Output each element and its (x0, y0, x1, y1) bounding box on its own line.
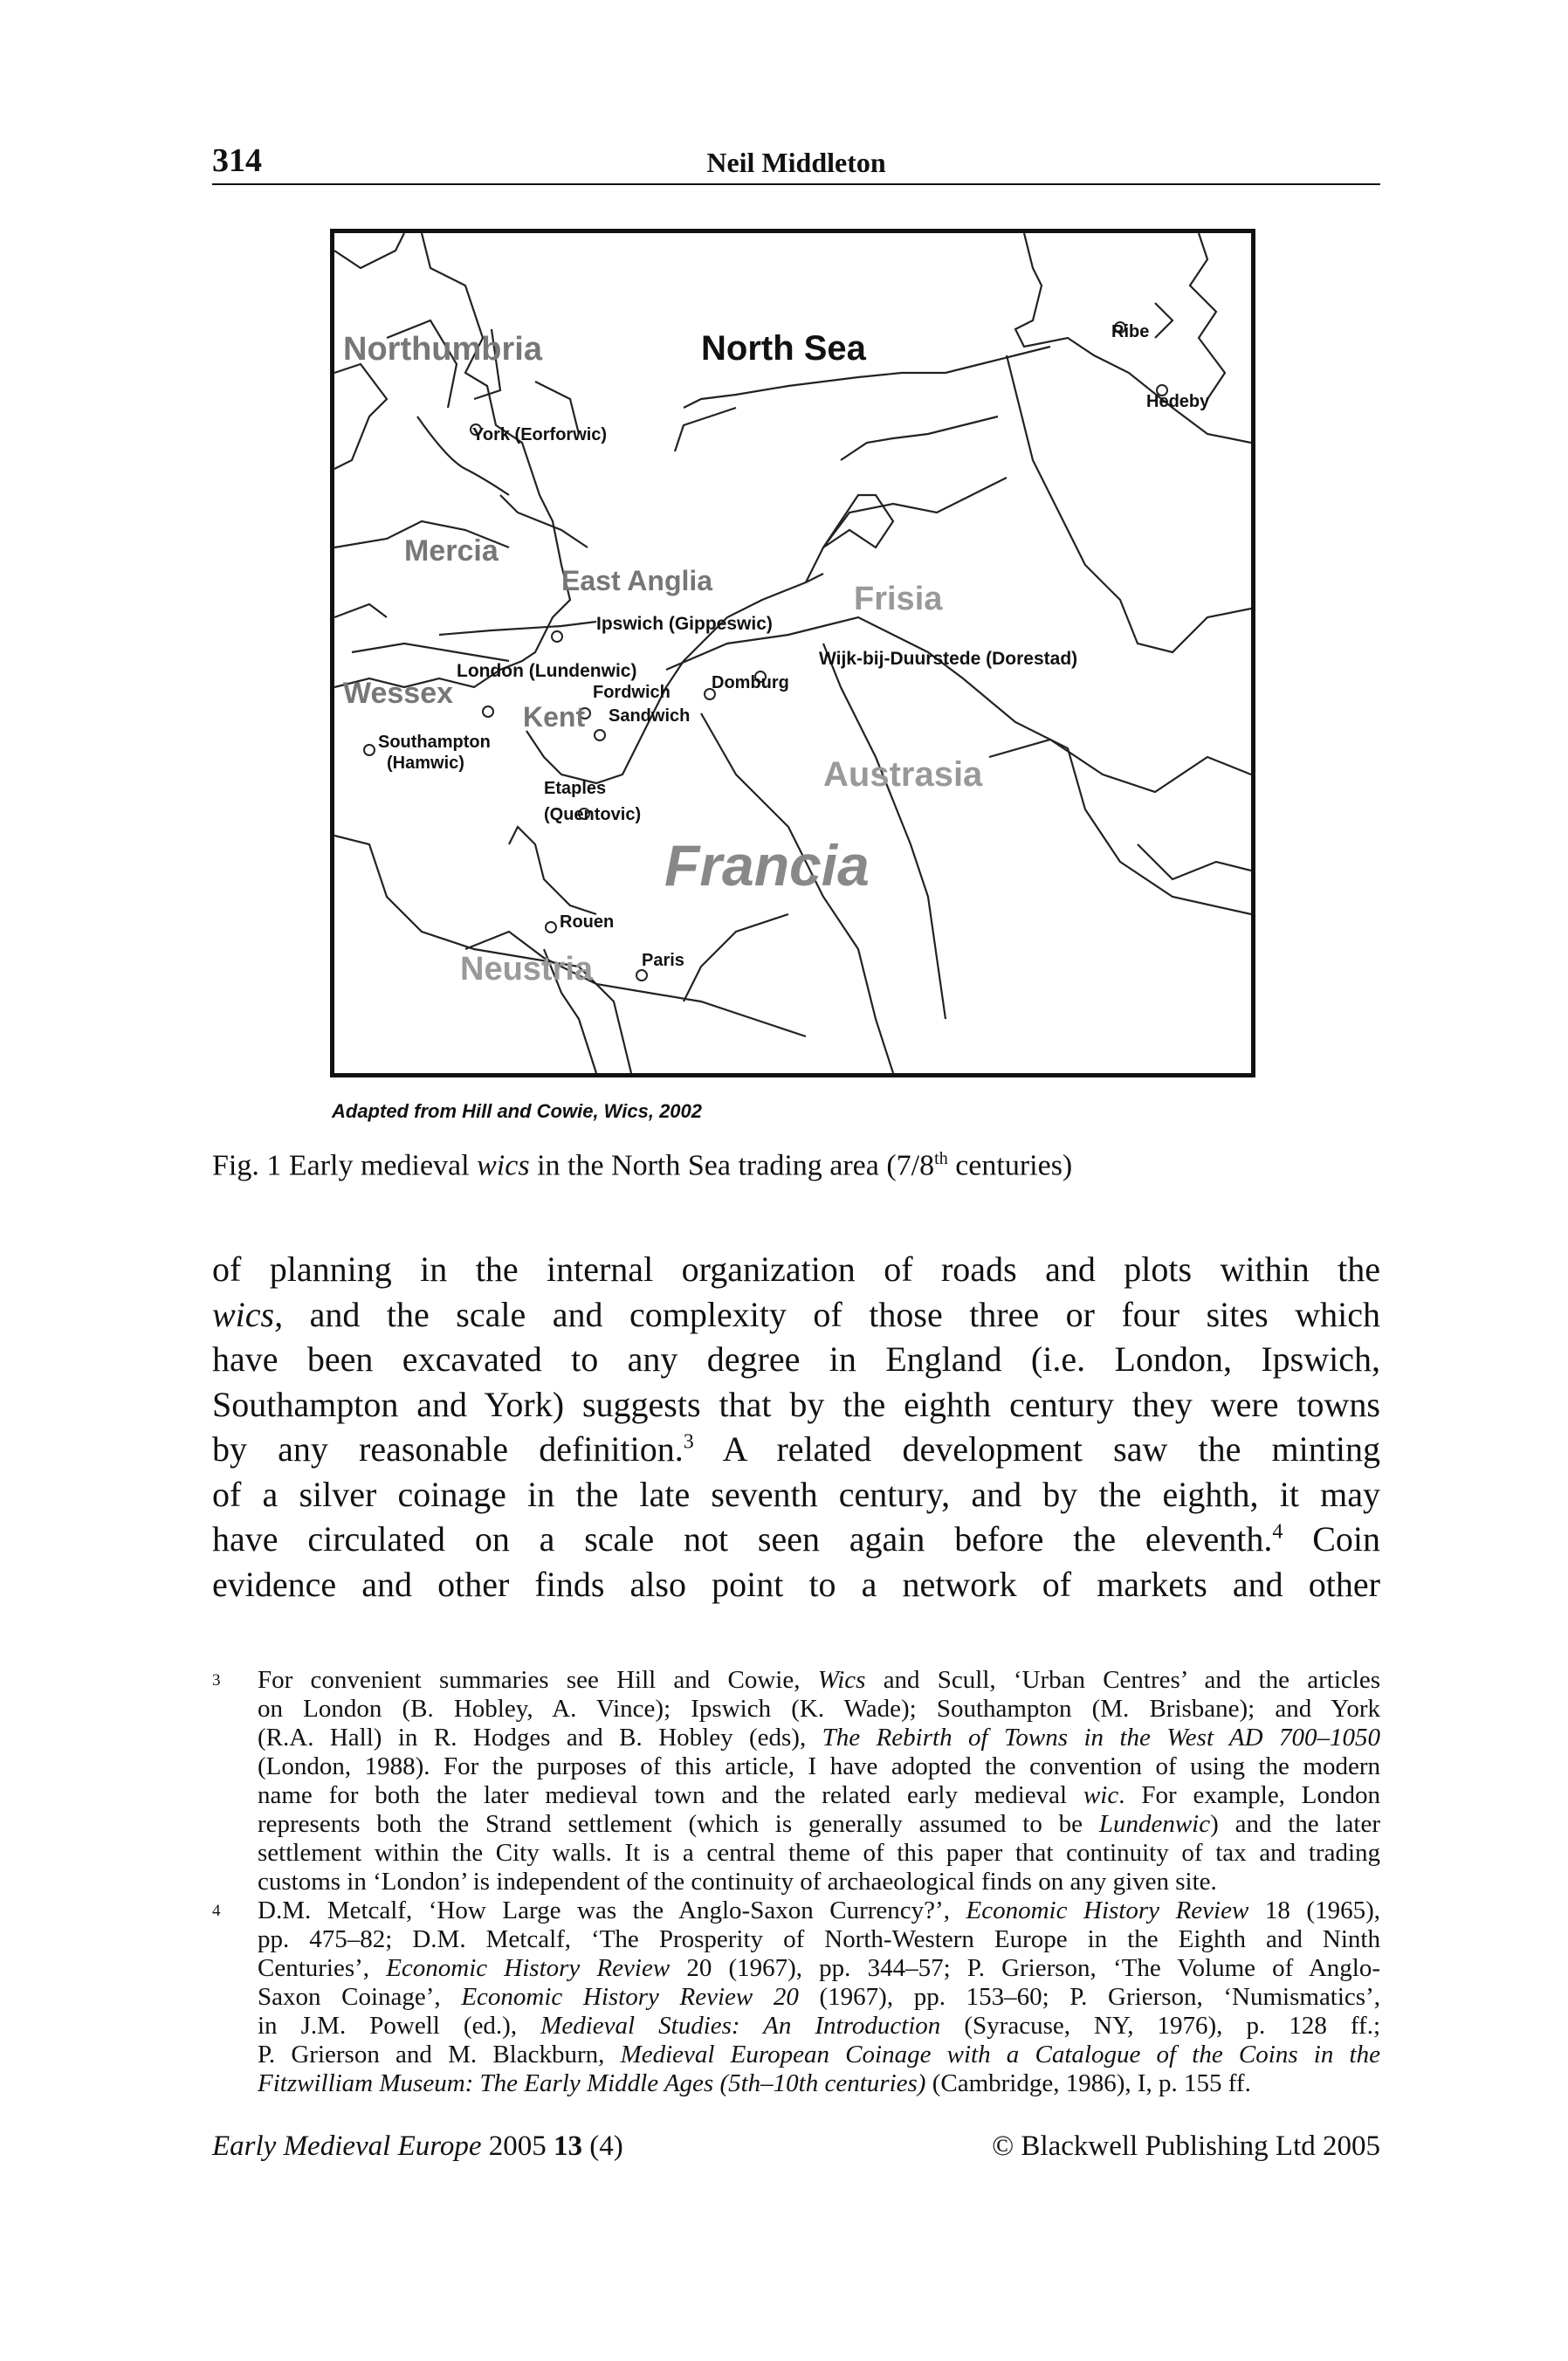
label-paris: Paris (642, 951, 684, 970)
body-line-5b: A related development saw the minting (693, 1429, 1380, 1469)
fn4-l5a: in J.M. Powell (ed.), (258, 2012, 541, 2040)
label-york: York (Eorforwic) (472, 425, 608, 444)
journal-citation (212, 2130, 623, 2163)
fn4-l3b: 20 (1967), pp. 344–57; P. Grierson, ‘The Volume of Anglo- (670, 1954, 1380, 1982)
fn3-l3-italic: The Rebirth of Towns in the West AD 700–1050 (822, 1724, 1381, 1752)
footnote-ref-4: 4 (1272, 1520, 1283, 1544)
fn4-line-6 (258, 2041, 1380, 2069)
footnote-4-number: 4 (212, 1902, 221, 1920)
label-domburg: Domburg (712, 673, 789, 692)
journal-name: Early Medieval Europe (212, 2130, 482, 2162)
body-wics-italic: wics, (212, 1294, 284, 1334)
caption-sup: th (934, 1149, 948, 1168)
label-southampton: Southampton (378, 733, 491, 752)
footnote-3 (212, 1666, 1380, 1896)
body-line-7 (212, 1517, 1380, 1562)
body-line-6: of a silver coinage in the late seventh century, and by the eighth, it may (212, 1474, 1380, 1514)
caption-prefix: Fig. 1 Early medieval (212, 1149, 478, 1182)
label-mercia: Mercia (404, 534, 499, 568)
ipswich-marker (552, 631, 562, 642)
fn4-line-3 (258, 1954, 1380, 1983)
label-fordwich: Fordwich (593, 683, 671, 702)
map-credit: Adapted from Hill and Cowie, Wics, 2002 (332, 1100, 703, 1122)
fn4-l1b: 18 (1965), (1248, 1896, 1380, 1924)
body-line-8: evidence and other finds also point to a network of markets and other (212, 1564, 1380, 1604)
body-line-3: have been excavated to any degree in England (i.e. London, Ipswich, (212, 1339, 1380, 1379)
fn4-l7b: (Cambridge, 1986), I, p. 155 ff. (925, 2069, 1251, 2097)
body-line-2 (212, 1292, 1380, 1338)
fn3-l5-italic: wic (1083, 1781, 1119, 1809)
fn3-l5a: name for both the later medieval town and the related early medieval (258, 1781, 1083, 1809)
fn4-line-2: pp. 475–82; D.M. Metcalf, ‘The Prosperity of North-Western Europe in the Eighth and Ninth (258, 1925, 1380, 1953)
fn3-line-1 (258, 1666, 1380, 1695)
body-line-1: of planning in the internal organization of roads and plots within the (212, 1249, 1380, 1289)
caption-suffix: centuries) (947, 1149, 1073, 1182)
running-head: Neil Middleton (706, 147, 886, 178)
label-london: London (Lundenwic) (457, 661, 637, 681)
label-north-sea: North Sea (701, 329, 866, 368)
body-line-7b: Coin (1283, 1519, 1380, 1559)
body-line-5a: by any reasonable definition. (212, 1429, 684, 1469)
fn3-l6a: represents both the Strand settlement (which is generally assumed to be (258, 1810, 1099, 1838)
fn3-line-3 (258, 1724, 1380, 1752)
footnote-4 (212, 1896, 1380, 2098)
footnote-3-number: 3 (212, 1671, 221, 1690)
label-etaples: Etaples (544, 779, 607, 798)
fn4-l4b: (1967), pp. 153–60; P. Grierson, ‘Numismatics’, (798, 1983, 1380, 2011)
fn4-l5-italic: Medieval Studies: An Introduction (540, 2012, 941, 2040)
fn4-line-5 (258, 2012, 1380, 2041)
fn3-line-5 (258, 1781, 1380, 1810)
footnote-ref-3: 3 (683, 1430, 694, 1454)
fn4-line-1 (258, 1896, 1380, 1925)
body-paragraph (212, 1247, 1380, 1607)
label-quentovic: (Quentovic) (544, 805, 642, 824)
fn4-line-7 (258, 2069, 1380, 2098)
fn4-l6-italic: Medieval European Coinage with a Catalogue of the Coins in the (620, 2041, 1380, 2068)
fn3-l3a: (R.A. Hall) in R. Hodges and B. Hobley (eds), (258, 1724, 822, 1752)
southampton-marker (364, 745, 375, 755)
label-ribe: Ribe (1111, 322, 1150, 341)
fn4-l6a: P. Grierson and M. Blackburn, (258, 2041, 621, 2068)
caption-italic: wics (477, 1149, 530, 1182)
paris-marker (636, 970, 647, 981)
fn4-l4a: Saxon Coinage’, (258, 1983, 462, 2011)
fn4-l5b: (Syracuse, NY, 1976), p. 128 ff.; (940, 2012, 1380, 2040)
rouen-marker (546, 922, 556, 933)
caption-middle: in the North Sea trading area (7/8 (529, 1149, 935, 1182)
label-neustria: Neustria (460, 951, 594, 988)
label-northumbria: Northumbria (343, 331, 542, 368)
fn3-line-2: on London (B. Hobley, A. Vince); Ipswich (K. Wade); Southampton (M. Brisbane); and York (258, 1695, 1380, 1723)
london-marker (483, 706, 493, 717)
label-kent: Kent (523, 701, 586, 733)
label-hedeby: Hedeby (1146, 392, 1210, 411)
fn3-l5b: . For example, London (1118, 1781, 1380, 1809)
fn4-l1-italic: Economic History Review (966, 1896, 1249, 1924)
label-east-anglia: East Anglia (561, 565, 713, 596)
sandwich-marker (595, 730, 605, 740)
page-number: 314 (212, 142, 262, 179)
body-line-7a: have circulated on a scale not seen again before the eleventh. (212, 1519, 1273, 1559)
journal-year: 2005 (481, 2130, 554, 2162)
fn3-l6-italic: Lundenwic (1098, 1810, 1211, 1838)
fn4-l7-italic: Fitzwilliam Museum: The Early Middle Ages (5th–10th centuries) (258, 2069, 926, 2097)
page-header (212, 140, 1380, 185)
label-wijk: Wijk-bij-Duurstede (Dorestad) (819, 649, 1078, 669)
fn3-line-7: settlement within the City walls. It is a central theme of this paper that continuity of tax and trading (258, 1839, 1380, 1867)
fn4-line-4 (258, 1983, 1380, 2012)
label-austrasia: Austrasia (823, 755, 983, 794)
figure-caption (212, 1149, 1072, 1182)
fn3-l1-italic: Wics (817, 1666, 866, 1694)
label-hamwic: (Hamwic) (387, 754, 464, 773)
fn3-l6b: ) and the later (1210, 1810, 1380, 1838)
fn4-l3-italic: Economic History Review (386, 1954, 671, 1982)
fn4-l1a: D.M. Metcalf, ‘How Large was the Anglo-Saxon Currency?’, (258, 1896, 966, 1924)
body-line-4: Southampton and York) suggests that by the eighth century they were towns (212, 1384, 1380, 1424)
journal-volume: 13 (554, 2130, 583, 2162)
label-francia: Francia (664, 833, 870, 898)
fn4-l3a: Centuries’, (258, 1954, 387, 1982)
label-wessex: Wessex (343, 677, 454, 710)
label-frisia: Frisia (854, 581, 943, 617)
label-rouen: Rouen (560, 912, 615, 932)
fn3-l1a: For convenient summaries see Hill and Cowie, (258, 1666, 818, 1694)
map-figure (330, 229, 1255, 1077)
body-line-5 (212, 1427, 1380, 1472)
fn3-line-8: customs in ‘London’ is independent of the continuity of archaeological finds on any given site. (258, 1868, 1217, 1896)
copyright: © Blackwell Publishing Ltd 2005 (992, 2130, 1380, 2162)
label-sandwich: Sandwich (609, 706, 691, 726)
fn3-line-4: (London, 1988). For the purposes of this article, I have adopted the convention of using the modern (258, 1752, 1380, 1780)
label-ipswich: Ipswich (Gippeswic) (596, 614, 773, 634)
fn3-line-6 (258, 1810, 1380, 1839)
body-line-2-text: and the scale and complexity of those three or four sites which (283, 1294, 1380, 1334)
fn3-l1b: and Scull, ‘Urban Centres’ and the articles (865, 1666, 1380, 1694)
footnotes (212, 1666, 1380, 2098)
fn4-l4-italic: Economic History Review 20 (461, 1983, 799, 2011)
journal-issue: (4) (582, 2130, 623, 2162)
